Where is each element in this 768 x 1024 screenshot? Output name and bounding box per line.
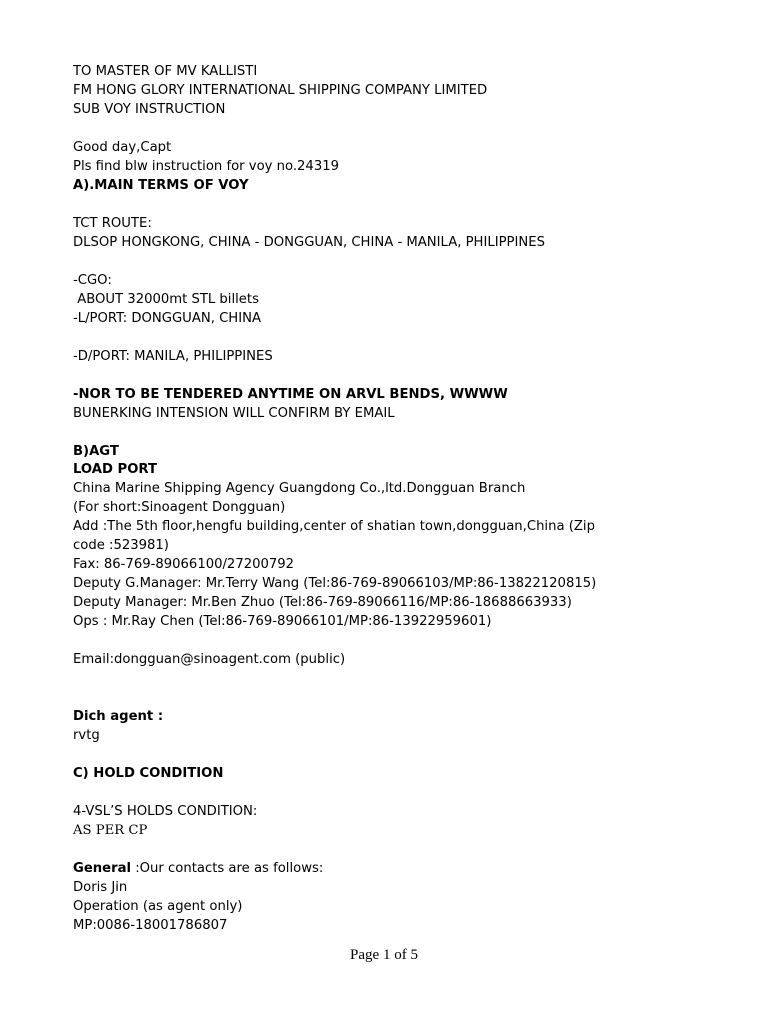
- deputy-manager-contact: Deputy Manager: Mr.Ben Zhuo (Tel:86-769-89066116/MP:86-18688663933): [73, 595, 572, 610]
- header-company-line: FM HONG GLORY INTERNATIONAL SHIPPING COMPANY LIMITED: [73, 83, 488, 98]
- agency-name: China Marine Shipping Agency Guangdong Co.,ltd.Dongguan Branch: [73, 481, 526, 496]
- section-a-heading-text: A).MAIN TERMS OF VOY: [73, 178, 249, 193]
- ops-contact: Ops : Mr.Ray Chen (Tel:86-769-89066101/MP:86-13922959601): [73, 614, 492, 629]
- load-port-line: -L/PORT: DONGGUAN, CHINA: [73, 311, 261, 326]
- agency-short-name: (For short:Sinoagent Dongguan): [73, 500, 286, 515]
- page-number: Page 1 of 5: [350, 947, 418, 963]
- route-value: DLSOP HONGKONG, CHINA - DONGGUAN, CHINA - MANILA, PHILIPPINES: [73, 235, 545, 250]
- agency-fax: Fax: 86-769-89066100/27200792: [73, 557, 295, 572]
- route-label: TCT ROUTE:: [73, 216, 152, 231]
- contact-mp: MP:0086-18001786807: [73, 918, 228, 933]
- nor-notice-text: -NOR TO BE TENDERED ANYTIME ON ARVL BENDS, WWWW: [73, 387, 508, 402]
- deputy-gm-contact: Deputy G.Manager: Mr.Terry Wang (Tel:86-769-89066103/MP:86-13822120815): [73, 576, 597, 591]
- section-a-heading: [73, 176, 249, 195]
- dich-agent-label: [73, 707, 163, 726]
- discharge-port-line: -D/PORT: MANILA, PHILIPPINES: [73, 349, 273, 364]
- nor-notice: [73, 385, 508, 404]
- intro-line: Pls find blw instruction for voy no.24319: [73, 159, 339, 174]
- section-c-heading-text: C) HOLD CONDITION: [73, 766, 224, 781]
- contact-role: Operation (as agent only): [73, 899, 243, 914]
- general-text: :Our contacts are as follows:: [131, 861, 324, 876]
- dich-agent-label-text: Dich agent :: [73, 709, 164, 724]
- holds-condition-label: 4-VSL’S HOLDS CONDITION:: [73, 804, 258, 819]
- contact-name: Doris Jin: [73, 880, 128, 895]
- header-to-line: TO MASTER OF MV KALLISTI: [73, 64, 258, 79]
- section-c-heading: [73, 764, 223, 783]
- agency-address-line1: Add :The 5th floor,hengfu building,center of shatian town,dongguan,China (Zip: [73, 519, 595, 534]
- cargo-value: ABOUT 32000mt STL billets: [73, 292, 259, 307]
- header-subject-line: SUB VOY INSTRUCTION: [73, 102, 226, 117]
- holds-condition-value: AS PER CP: [73, 823, 148, 838]
- load-port-subheading-text: LOAD PORT: [73, 462, 157, 477]
- section-b-heading-text: B)AGT: [73, 444, 119, 459]
- agency-address-line2: code :523981): [73, 538, 169, 553]
- dich-agent-value: rvtg: [73, 728, 100, 743]
- bunker-note: BUNERKING INTENSION WILL CONFIRM BY EMAIL: [73, 406, 395, 421]
- general-line: [73, 859, 323, 878]
- load-port-subheading: [73, 460, 157, 479]
- agency-email: Email:dongguan@sinoagent.com (public): [73, 652, 346, 667]
- cargo-label: -CGO:: [73, 273, 112, 288]
- section-b-heading: [73, 442, 119, 461]
- greeting-line: Good day,Capt: [73, 140, 172, 155]
- general-label: General: [73, 861, 132, 876]
